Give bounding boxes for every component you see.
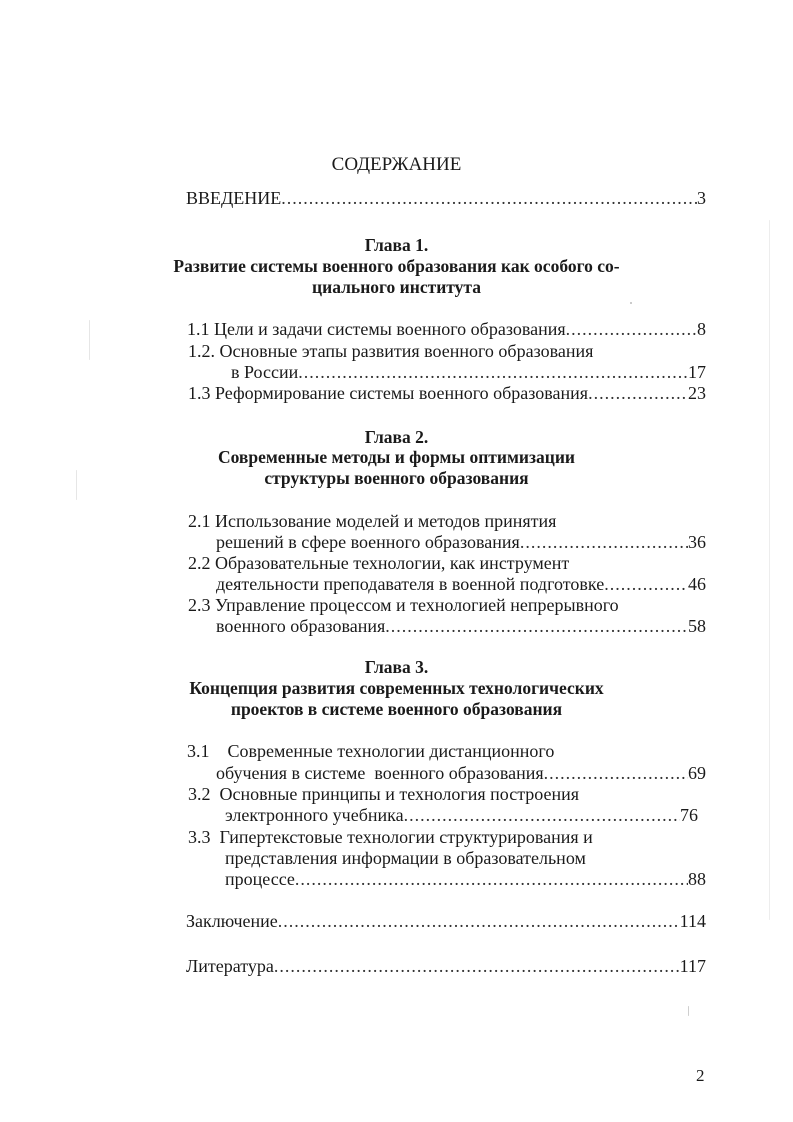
- toc-entry-page: 58: [688, 616, 706, 636]
- toc-entry-text: электронного учебника: [225, 805, 404, 825]
- chapter-1-label: Глава 1.: [364, 235, 429, 255]
- chapter-2-label: Глава 2.: [364, 427, 429, 447]
- toc-entry-literature: [186, 955, 706, 977]
- leader-dots: [520, 531, 688, 553]
- toc-entry-2-1-line-1: 2.1 Использование моделей и методов принятия: [188, 511, 557, 531]
- chapter-1-title-line-2: циального института: [312, 277, 481, 297]
- leader-dots: [404, 804, 680, 826]
- toc-entry-1-3: [188, 382, 706, 404]
- leader-dots: [544, 762, 688, 784]
- toc-entry-1-1: [187, 318, 706, 340]
- leader-dots: [298, 361, 688, 383]
- toc-entry-3-3-line-2: представления информации в образовательном: [225, 848, 586, 868]
- scan-speck: [89, 320, 90, 360]
- toc-entry-1-2-line-1: 1.2. Основные этапы развития военного образования: [188, 341, 594, 361]
- toc-entry-text: деятельности преподавателя в военной подготовке: [216, 574, 605, 594]
- toc-entry-text: военного образования: [216, 616, 386, 636]
- toc-entry-2-1: [216, 531, 706, 553]
- toc-entry-text: процессе: [225, 869, 295, 889]
- chapter-2-title-line-1: Современные методы и формы оптимизации: [217, 447, 576, 467]
- toc-entry-text: Заключение: [186, 911, 278, 931]
- toc-entry-text: 1.3 Реформирование системы военного образования: [188, 383, 589, 403]
- toc-entry-page: 3: [697, 188, 706, 208]
- toc-entry-page: 76: [680, 805, 698, 825]
- chapter-2-title-line-2: структуры военного образования: [264, 468, 529, 488]
- chapter-3-label: Глава 3.: [364, 657, 429, 677]
- leader-dots: [566, 318, 697, 340]
- toc-entry-3-2-line-1: 3.2 Основные принципы и технология построения: [188, 784, 580, 804]
- toc-entry-3-3: [225, 868, 706, 890]
- leader-dots: [278, 910, 680, 932]
- toc-entry-3-2: [225, 804, 698, 826]
- leader-dots: [281, 187, 697, 209]
- scan-speck: [630, 302, 632, 304]
- toc-entry-1-2: [231, 361, 706, 383]
- toc-entry-text: в России: [231, 362, 299, 382]
- toc-entry-text: Литература: [186, 956, 274, 976]
- page-title: СОДЕРЖАНИЕ: [331, 154, 462, 175]
- toc-entry-text: обучения в системе военного образования: [216, 763, 544, 783]
- toc-entry-3-3-line-1: 3.3 Гипертекстовые технологии структурирования и: [188, 827, 593, 847]
- toc-entry-page: 117: [679, 956, 706, 976]
- leader-dots: [604, 573, 688, 595]
- leader-dots: [385, 615, 688, 637]
- scan-speck: [76, 470, 77, 500]
- toc-entry-page: 8: [697, 319, 706, 339]
- chapter-3-title-line-2: проектов в системе военного образования: [230, 699, 563, 719]
- scan-speck: [769, 220, 770, 920]
- toc-entry-page: 88: [688, 869, 706, 889]
- toc-entry-page: 69: [688, 763, 706, 783]
- toc-entry-page: 17: [688, 362, 706, 382]
- toc-entry-3-1-line-1: 3.1 Современные технологии дистанционного: [187, 741, 555, 761]
- leader-dots: [274, 955, 680, 977]
- leader-dots: [588, 382, 688, 404]
- toc-entry-page: 23: [688, 383, 706, 403]
- toc-entry-text: 1.1 Цели и задачи системы военного образования: [187, 319, 566, 339]
- toc-entry-page: 36: [688, 532, 706, 552]
- leader-dots: [295, 868, 688, 890]
- page-number: 2: [696, 1066, 705, 1085]
- toc-entry-2-2-line-1: 2.2 Образовательные технологии, как инструмент: [188, 553, 570, 573]
- toc-entry-text: решений в сфере военного образования: [216, 532, 520, 552]
- toc-entry-text: ВВЕДЕНИЕ: [186, 188, 282, 208]
- toc-entry-conclusion: [186, 910, 706, 932]
- toc-entry-intro: [186, 187, 706, 209]
- chapter-3-title-line-1: Концепция развития современных технологических: [189, 678, 604, 698]
- toc-entry-page: 114: [679, 911, 706, 931]
- toc-entry-2-3: [216, 615, 706, 637]
- toc-entry-2-3-line-1: 2.3 Управление процессом и технологией непрерывного: [188, 595, 619, 615]
- scan-speck: [688, 1006, 689, 1016]
- chapter-1-title-line-1: Развитие системы военного образования как особого со-: [173, 256, 620, 276]
- toc-entry-3-1: [216, 762, 706, 784]
- toc-entry-2-2: [216, 573, 706, 595]
- toc-entry-page: 46: [688, 574, 706, 594]
